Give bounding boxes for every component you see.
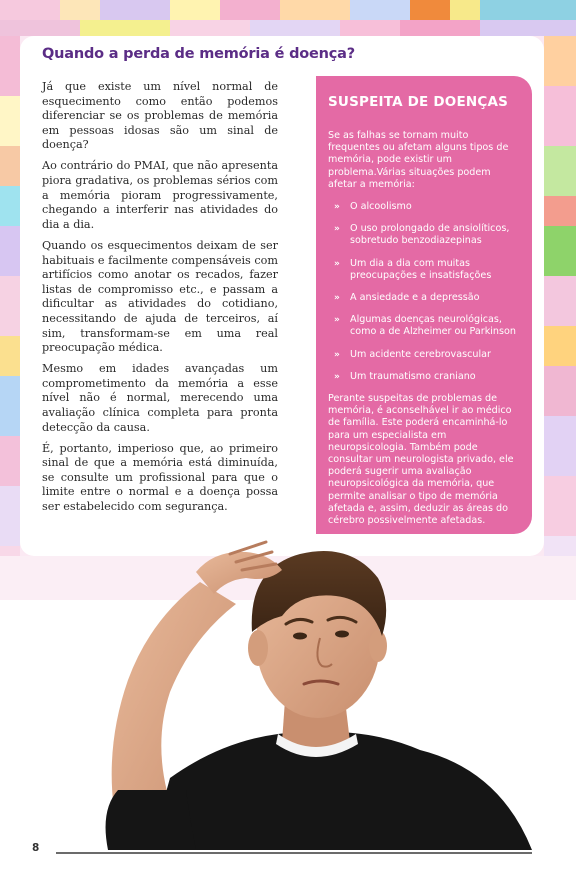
paragraph: Ao contrário do PMAI, que não apresenta piora gradativa, os problemas sérios com a memória pioram progressivamente, chegando a interferir nas atividades do dia a dia. bbox=[42, 159, 278, 231]
bullet-icon: » bbox=[334, 224, 340, 235]
footer-rule bbox=[56, 852, 532, 854]
list-item-text: Um traumatismo craniano bbox=[350, 370, 476, 382]
list-item-text: A ansiedade e a depressão bbox=[350, 292, 480, 304]
bullet-icon: » bbox=[334, 258, 340, 269]
main-text bbox=[42, 80, 278, 521]
list-item bbox=[328, 201, 520, 213]
page-number: 8 bbox=[32, 842, 40, 854]
bullet-icon: » bbox=[334, 315, 340, 326]
page-title: Quando a perda de memória é doença? bbox=[42, 46, 355, 62]
list-item bbox=[328, 292, 520, 304]
list-item-text: Um dia a dia com muitas preocupações e insatisfações bbox=[350, 257, 492, 281]
paragraph: Quando os esquecimentos deixam de ser habituais e facilmente compensáveis com artifícios como anotar os recados, fazer listas de compromisso etc., e passam a dificultar as atividades do cotidiano, necessitando de ajuda de terceiros, aí sim, transformam-se em uma real preocupação médica. bbox=[42, 238, 278, 355]
bullet-icon: » bbox=[334, 202, 340, 213]
bullet-icon: » bbox=[334, 371, 340, 382]
confused-boy-photo bbox=[0, 520, 576, 850]
list-item-text: Algumas doenças neurológicas, como a de Alzheimer ou Parkinson bbox=[350, 314, 516, 338]
list-item bbox=[328, 314, 520, 338]
bullet-icon: » bbox=[334, 349, 340, 360]
paragraph: Mesmo em idades avançadas um comprometimento da memória a esse nível não é normal, merecendo uma avaliação clínica completa para pronta detecção da causa. bbox=[42, 362, 278, 434]
sidebox-list bbox=[328, 201, 520, 383]
list-item-text: O alcoolismo bbox=[350, 201, 412, 213]
bullet-icon: » bbox=[334, 293, 340, 304]
list-item bbox=[328, 223, 520, 247]
list-item-text: O uso prolongado de ansiolíticos, sobretudo benzodiazepinas bbox=[350, 223, 510, 247]
suspicion-sidebox bbox=[316, 76, 532, 534]
list-item bbox=[328, 258, 520, 282]
sidebox-heading: SUSPEITA DE DOENÇAS bbox=[328, 94, 509, 110]
sidebox-intro: Se as falhas se tornam muito frequentes ou afetam alguns tipos de memória, pode existir um problema.Várias situações podem afetar a memória: bbox=[328, 130, 509, 190]
paragraph: É, portanto, imperioso que, ao primeiro sinal de que a memória está diminuída, se consulte um profissional para que o limite entre o normal e a doença possa ser estabelecido com segurança. bbox=[42, 441, 278, 514]
paragraph: Já que existe um nível normal de esquecimento como então podemos diferenciar se os problemas de memória em pessoas idosas são um sinal de doença? bbox=[42, 80, 278, 152]
sidebox-outro: Perante suspeitas de problemas de memória, é aconselhável ir ao médico de família. Este poderá encaminhá-lo para um especialista em neuropsicologia. Também pode consultar um neurologista privado, ele poderá sugerir uma avaliação neuropsicológica da memória, que permite analisar o tipo de memória afetada e, assim, deduzir as áreas do cérebro possivelmente afetadas. bbox=[328, 393, 514, 527]
list-item bbox=[328, 371, 520, 383]
list-item bbox=[328, 349, 520, 361]
list-item-text: Um acidente cerebrovascular bbox=[350, 348, 491, 360]
